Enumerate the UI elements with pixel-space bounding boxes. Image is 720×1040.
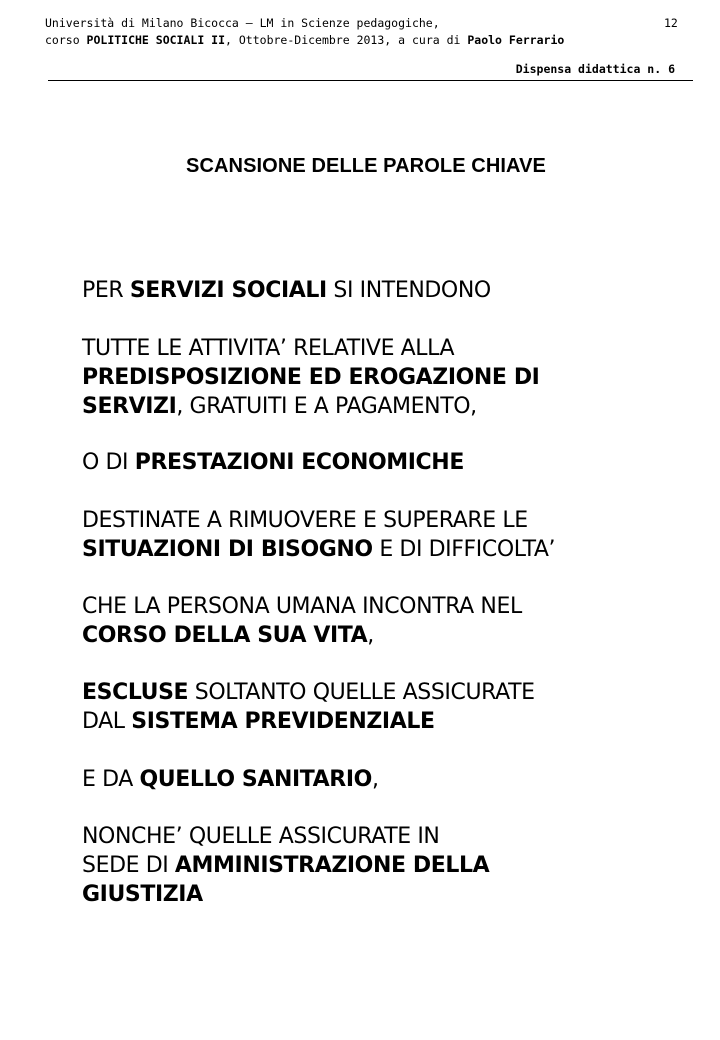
page-title: SCANSIONE DELLE PAROLE CHIAVE <box>186 155 546 177</box>
text-normal: PER <box>82 278 130 303</box>
text-line <box>82 276 712 305</box>
course-name: POLITICHE SOCIALI II <box>86 33 226 47</box>
text-line <box>82 535 712 564</box>
paragraph-5 <box>82 592 712 650</box>
text-normal: E DA <box>82 767 140 792</box>
paragraph-1 <box>82 276 712 305</box>
text-line <box>82 851 712 880</box>
header-line-1: Università di Milano Bicocca – LM in Scienze pedagogiche, <box>45 16 440 30</box>
text-normal: , <box>371 767 379 792</box>
header-divider <box>48 80 693 81</box>
text-line: TUTTE LE ATTIVITA’ RELATIVE ALLA <box>82 336 455 361</box>
text-line: CHE LA PERSONA UMANA INCONTRA NEL <box>82 594 522 619</box>
paragraph-2 <box>82 334 712 421</box>
text-line <box>82 363 712 392</box>
text-normal: SOLTANTO QUELLE ASSICURATE <box>188 680 535 705</box>
header-course-prefix: corso <box>45 33 87 47</box>
paragraph-6 <box>82 678 712 736</box>
text-normal: , <box>367 623 374 648</box>
text-line <box>82 765 712 794</box>
keyword: PRESTAZIONI ECONOMICHE <box>134 450 464 475</box>
text-line <box>82 448 712 477</box>
paragraph-3 <box>82 448 712 477</box>
keyword: PREDISPOSIZIONE ED EROGAZIONE DI <box>82 365 540 390</box>
text-normal: E DI DIFFICOLTA’ <box>372 537 556 562</box>
page-number: 12 <box>664 16 678 30</box>
text-line <box>82 707 712 736</box>
keyword: CORSO DELLA SUA VITA <box>82 623 368 648</box>
text-line <box>82 880 712 909</box>
text-normal: O DI <box>82 450 135 475</box>
keyword: SERVIZI <box>82 394 177 419</box>
keyword: ESCLUSE <box>82 680 189 705</box>
text-normal: SI INTENDONO <box>326 278 491 303</box>
paragraph-4 <box>82 506 712 564</box>
keyword: SISTEMA PREVIDENZIALE <box>131 709 435 734</box>
keyword: QUELLO SANITARIO <box>139 767 372 792</box>
text-line: NONCHE’ QUELLE ASSICURATE IN <box>82 824 440 849</box>
keyword: GIUSTIZIA <box>82 882 203 907</box>
author-name: Paolo Ferrario <box>467 33 565 47</box>
text-line <box>82 392 712 421</box>
text-line: DESTINATE A RIMUOVERE E SUPERARE LE <box>82 508 528 533</box>
text-line <box>82 621 712 650</box>
paragraph-8 <box>82 822 712 909</box>
header-line-2 <box>45 33 564 47</box>
header-course-dates: , Ottobre-Dicembre 2013, a cura di <box>225 33 468 47</box>
paragraph-7 <box>82 765 712 794</box>
keyword: SERVIZI SOCIALI <box>129 278 327 303</box>
dispensa-label: Dispensa didattica n. 6 <box>515 62 675 76</box>
text-normal: , GRATUITI E A PAGAMENTO, <box>176 394 477 419</box>
text-line <box>82 678 712 707</box>
text-normal: DAL <box>82 709 132 734</box>
text-normal: SEDE DI <box>82 853 175 878</box>
keyword: SITUAZIONI DI BISOGNO <box>82 537 373 562</box>
keyword: AMMINISTRAZIONE DELLA <box>174 853 490 878</box>
